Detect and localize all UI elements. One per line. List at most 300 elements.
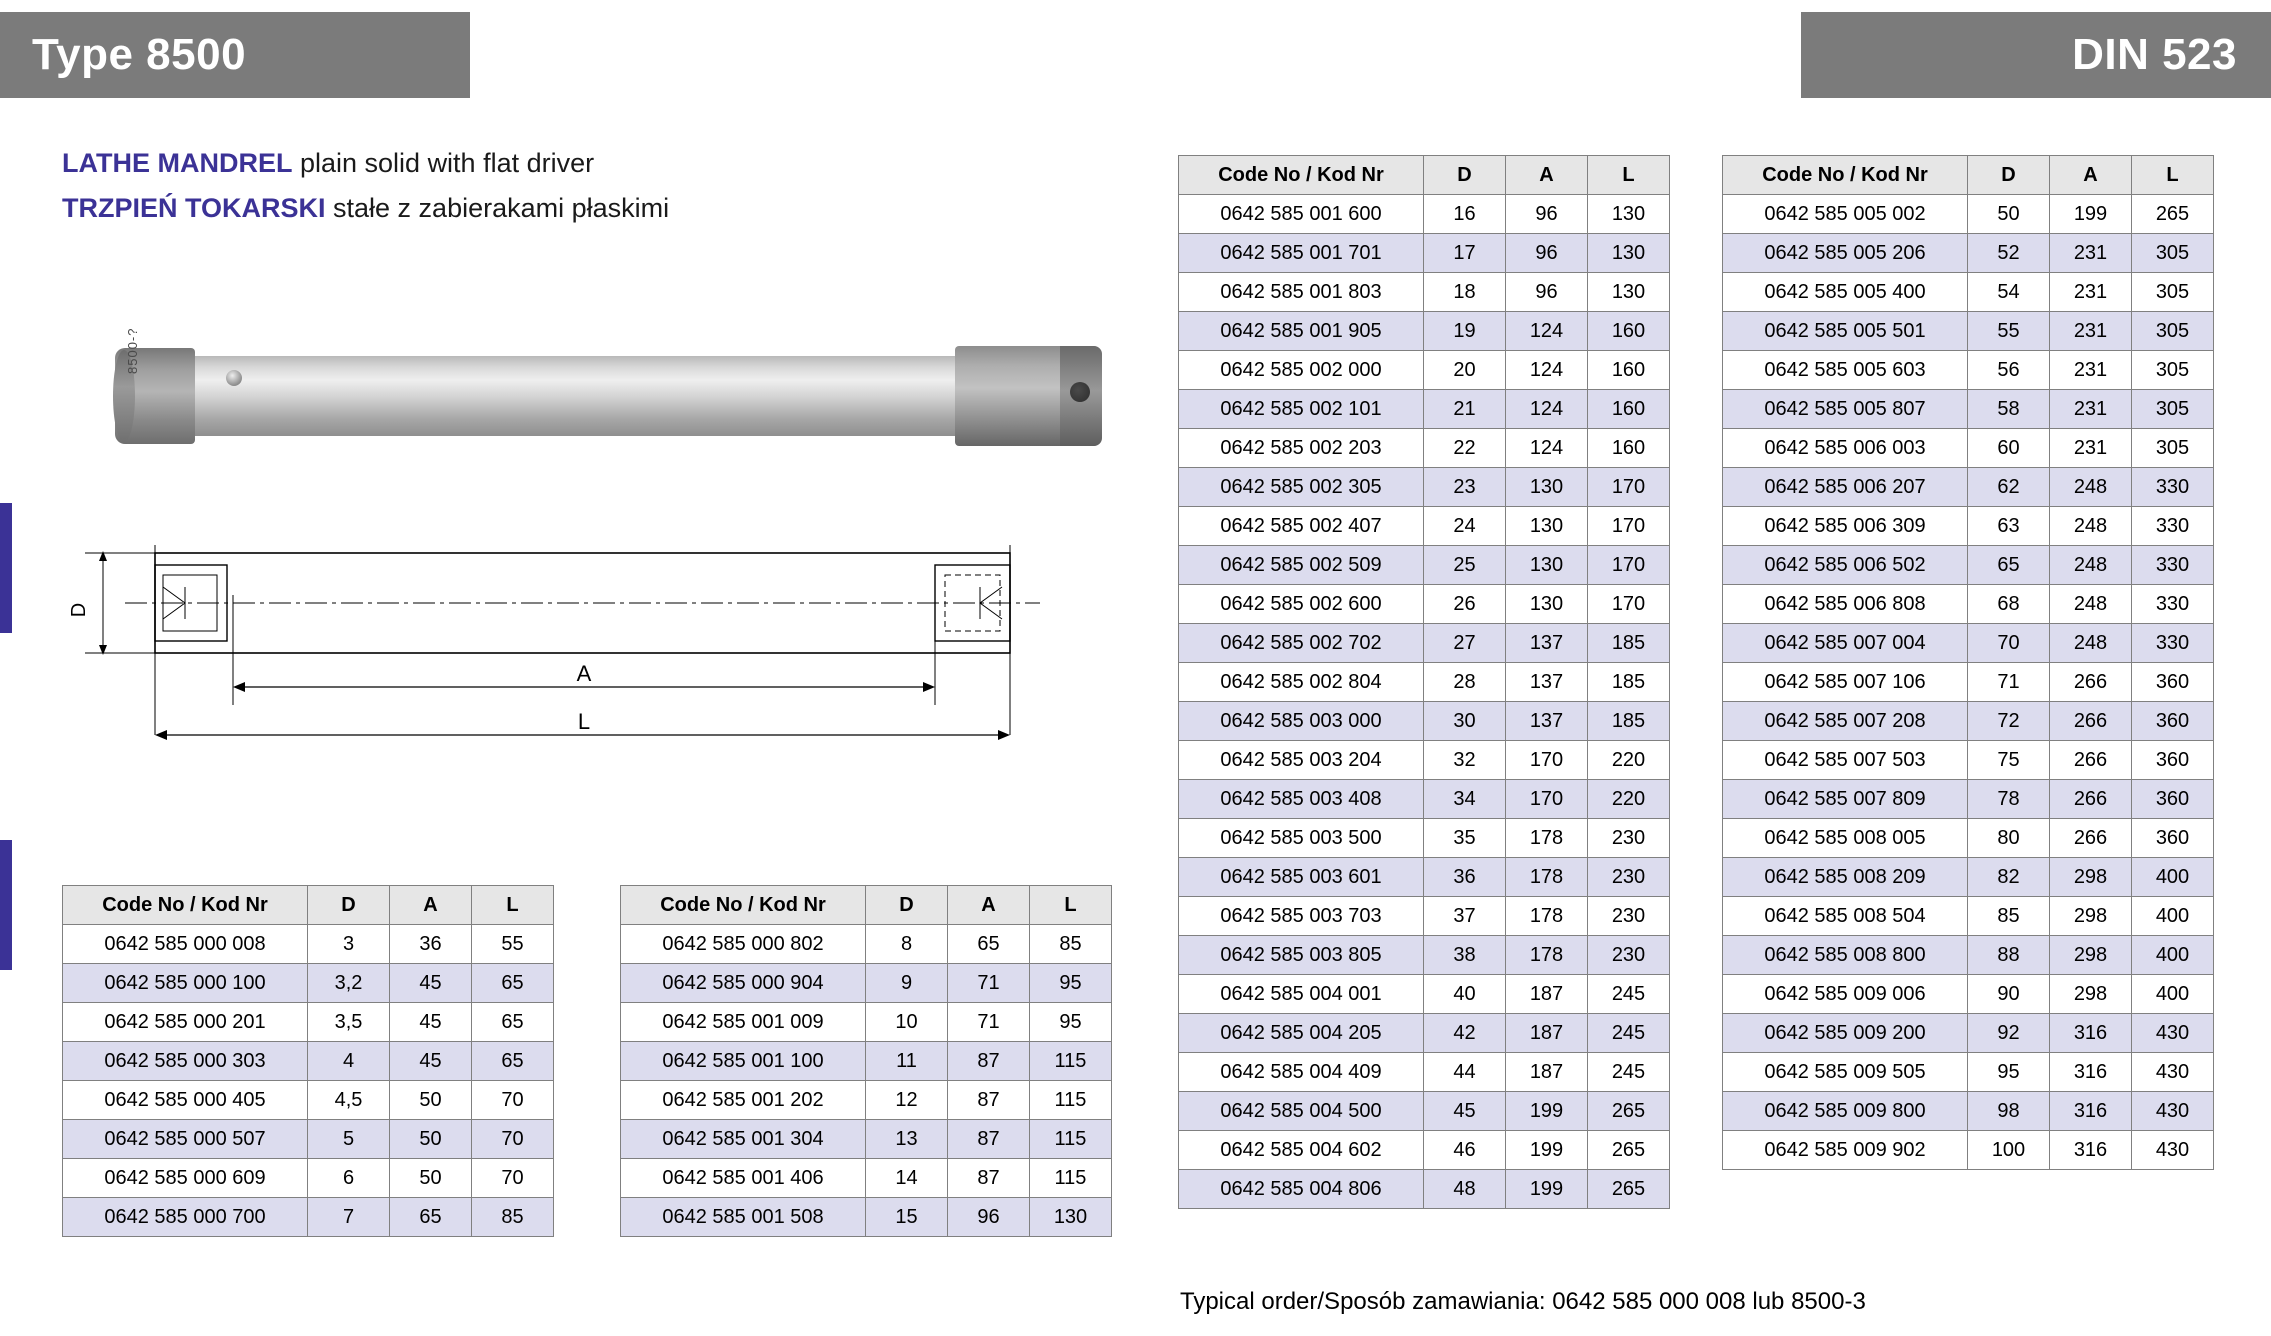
cell-l: 160 — [1588, 351, 1670, 390]
table-bottom-left-1 — [62, 885, 554, 1237]
cell-a: 248 — [2050, 546, 2132, 585]
cell-code: 0642 585 004 806 — [1179, 1170, 1424, 1209]
cell-a: 266 — [2050, 741, 2132, 780]
cell-d: 44 — [1424, 1053, 1506, 1092]
cell-d: 27 — [1424, 624, 1506, 663]
cell-d: 10 — [866, 1003, 948, 1042]
table-row — [1723, 312, 2214, 351]
cell-code: 0642 585 002 407 — [1179, 507, 1424, 546]
cell-d: 37 — [1424, 897, 1506, 936]
cell-d: 46 — [1424, 1131, 1506, 1170]
cell-code: 0642 585 004 500 — [1179, 1092, 1424, 1131]
cell-d: 65 — [1968, 546, 2050, 585]
cell-l: 220 — [1588, 780, 1670, 819]
cell-code: 0642 585 001 202 — [621, 1081, 866, 1120]
cell-code: 0642 585 000 405 — [63, 1081, 308, 1120]
cell-d: 68 — [1968, 585, 2050, 624]
cell-a: 231 — [2050, 390, 2132, 429]
cell-code: 0642 585 002 305 — [1179, 468, 1424, 507]
cell-d: 52 — [1968, 234, 2050, 273]
cell-l: 360 — [2132, 663, 2214, 702]
table-row — [1179, 273, 1670, 312]
cell-code: 0642 585 003 601 — [1179, 858, 1424, 897]
cell-code: 0642 585 009 200 — [1723, 1014, 1968, 1053]
table-row — [1723, 273, 2214, 312]
table-row — [1179, 546, 1670, 585]
table-right — [1722, 155, 2214, 1170]
cell-a: 96 — [948, 1198, 1030, 1237]
col-header-code: Code No / Kod Nr — [621, 886, 866, 925]
cell-a: 316 — [2050, 1014, 2132, 1053]
title-line-pl — [62, 193, 669, 224]
cell-d: 90 — [1968, 975, 2050, 1014]
cell-l: 430 — [2132, 1131, 2214, 1170]
cell-l: 130 — [1588, 273, 1670, 312]
cell-code: 0642 585 005 807 — [1723, 390, 1968, 429]
cell-d: 95 — [1968, 1053, 2050, 1092]
cell-d: 48 — [1424, 1170, 1506, 1209]
cell-a: 87 — [948, 1081, 1030, 1120]
cell-d: 3,5 — [308, 1003, 390, 1042]
table-row — [1179, 780, 1670, 819]
cell-d: 88 — [1968, 936, 2050, 975]
table-row — [1179, 897, 1670, 936]
cell-code: 0642 585 001 508 — [621, 1198, 866, 1237]
cell-l: 115 — [1030, 1081, 1112, 1120]
cell-a: 137 — [1506, 663, 1588, 702]
table-row — [1179, 312, 1670, 351]
cell-a: 178 — [1506, 897, 1588, 936]
table-row — [621, 1159, 1112, 1198]
cell-l: 265 — [1588, 1092, 1670, 1131]
table-row — [1723, 1014, 2214, 1053]
cell-d: 45 — [1424, 1092, 1506, 1131]
cell-code: 0642 585 000 008 — [63, 925, 308, 964]
cell-d: 22 — [1424, 429, 1506, 468]
cell-l: 330 — [2132, 468, 2214, 507]
cell-a: 231 — [2050, 429, 2132, 468]
cell-l: 230 — [1588, 897, 1670, 936]
table-row — [63, 1042, 554, 1081]
table-row — [63, 1003, 554, 1042]
cell-l: 400 — [2132, 936, 2214, 975]
cell-d: 70 — [1968, 624, 2050, 663]
title-pl-rest: stałe z zabierakami płaskimi — [325, 193, 670, 223]
cell-code: 0642 585 004 602 — [1179, 1131, 1424, 1170]
cell-l: 130 — [1030, 1198, 1112, 1237]
table-row — [1179, 195, 1670, 234]
cell-code: 0642 585 007 809 — [1723, 780, 1968, 819]
cell-l: 85 — [1030, 925, 1112, 964]
cell-d: 63 — [1968, 507, 2050, 546]
cell-a: 266 — [2050, 663, 2132, 702]
cell-a: 124 — [1506, 390, 1588, 429]
cell-code: 0642 585 003 500 — [1179, 819, 1424, 858]
col-header-d: D — [866, 886, 948, 925]
cell-code: 0642 585 002 804 — [1179, 663, 1424, 702]
cell-l: 305 — [2132, 429, 2214, 468]
cell-code: 0642 585 005 400 — [1723, 273, 1968, 312]
cell-a: 137 — [1506, 702, 1588, 741]
table-row — [1179, 1170, 1670, 1209]
title-en-rest: plain solid with flat driver — [292, 148, 595, 178]
cell-d: 5 — [308, 1120, 390, 1159]
cell-code: 0642 585 000 700 — [63, 1198, 308, 1237]
cell-a: 178 — [1506, 858, 1588, 897]
table-row — [1179, 858, 1670, 897]
cell-a: 248 — [2050, 468, 2132, 507]
cell-code: 0642 585 001 701 — [1179, 234, 1424, 273]
table-row — [1179, 663, 1670, 702]
product-photo — [95, 327, 1070, 460]
cell-a: 248 — [2050, 624, 2132, 663]
table-row — [1179, 351, 1670, 390]
cell-a: 199 — [1506, 1131, 1588, 1170]
cell-code: 0642 585 001 803 — [1179, 273, 1424, 312]
cell-a: 298 — [2050, 858, 2132, 897]
cell-a: 65 — [948, 925, 1030, 964]
cell-l: 360 — [2132, 780, 2214, 819]
table-row — [1723, 975, 2214, 1014]
cell-l: 95 — [1030, 1003, 1112, 1042]
cell-code: 0642 585 007 106 — [1723, 663, 1968, 702]
cell-a: 137 — [1506, 624, 1588, 663]
cell-l: 160 — [1588, 312, 1670, 351]
table-row — [1179, 390, 1670, 429]
cell-code: 0642 585 005 002 — [1723, 195, 1968, 234]
cell-code: 0642 585 003 805 — [1179, 936, 1424, 975]
mandrel-engraving-label: 8500-? — [125, 327, 140, 374]
cell-l: 245 — [1588, 975, 1670, 1014]
table-row — [1179, 975, 1670, 1014]
table-row — [1179, 468, 1670, 507]
cell-code: 0642 585 005 603 — [1723, 351, 1968, 390]
cell-l: 400 — [2132, 975, 2214, 1014]
cell-d: 56 — [1968, 351, 2050, 390]
cell-code: 0642 585 007 004 — [1723, 624, 1968, 663]
cell-d: 58 — [1968, 390, 2050, 429]
cell-a: 298 — [2050, 897, 2132, 936]
cell-code: 0642 585 009 800 — [1723, 1092, 1968, 1131]
cell-a: 199 — [2050, 195, 2132, 234]
table-row — [1723, 936, 2214, 975]
cell-l: 55 — [472, 925, 554, 964]
cell-l: 360 — [2132, 702, 2214, 741]
cell-d: 30 — [1424, 702, 1506, 741]
table-row — [1723, 195, 2214, 234]
cell-d: 11 — [866, 1042, 948, 1081]
cell-a: 45 — [390, 1042, 472, 1081]
table-row — [1723, 234, 2214, 273]
table-row — [1723, 390, 2214, 429]
header-bar-right — [1801, 12, 2271, 98]
table-center — [1178, 155, 1670, 1209]
cell-a: 45 — [390, 1003, 472, 1042]
cell-l: 115 — [1030, 1159, 1112, 1198]
cell-code: 0642 585 008 209 — [1723, 858, 1968, 897]
table-row — [1723, 351, 2214, 390]
col-header-l: L — [1588, 156, 1670, 195]
title-line-en — [62, 148, 669, 179]
cell-a: 231 — [2050, 351, 2132, 390]
cell-a: 170 — [1506, 741, 1588, 780]
table-row — [1723, 585, 2214, 624]
cell-a: 45 — [390, 964, 472, 1003]
typical-order-note: Typical order/Sposób zamawiania: 0642 585 000 008 lub 8500-3 — [1180, 1288, 1866, 1315]
cell-code: 0642 585 001 600 — [1179, 195, 1424, 234]
cell-d: 98 — [1968, 1092, 2050, 1131]
table-row — [63, 1120, 554, 1159]
cell-code: 0642 585 001 905 — [1179, 312, 1424, 351]
cell-l: 160 — [1588, 429, 1670, 468]
cell-l: 330 — [2132, 585, 2214, 624]
cell-d: 21 — [1424, 390, 1506, 429]
cell-l: 330 — [2132, 546, 2214, 585]
cell-code: 0642 585 002 600 — [1179, 585, 1424, 624]
cell-a: 298 — [2050, 975, 2132, 1014]
cell-a: 231 — [2050, 312, 2132, 351]
page-edge-marker-bottom — [0, 840, 12, 970]
cell-a: 316 — [2050, 1053, 2132, 1092]
cell-l: 305 — [2132, 390, 2214, 429]
cell-d: 78 — [1968, 780, 2050, 819]
cell-code: 0642 585 001 100 — [621, 1042, 866, 1081]
cell-l: 400 — [2132, 897, 2214, 936]
cell-l: 170 — [1588, 468, 1670, 507]
cell-a: 199 — [1506, 1092, 1588, 1131]
table-row — [63, 1159, 554, 1198]
table-row — [621, 1081, 1112, 1120]
table-row — [63, 1198, 554, 1237]
col-header-l: L — [1030, 886, 1112, 925]
table-row — [621, 1198, 1112, 1237]
cell-code: 0642 585 008 005 — [1723, 819, 1968, 858]
cell-d: 14 — [866, 1159, 948, 1198]
table-row — [1723, 1053, 2214, 1092]
cell-l: 305 — [2132, 273, 2214, 312]
cell-d: 23 — [1424, 468, 1506, 507]
table-row — [1179, 429, 1670, 468]
cell-code: 0642 585 005 206 — [1723, 234, 1968, 273]
table-row — [63, 964, 554, 1003]
cell-l: 230 — [1588, 819, 1670, 858]
table-row — [1723, 429, 2214, 468]
col-header-d: D — [1968, 156, 2050, 195]
cell-l: 305 — [2132, 351, 2214, 390]
cell-l: 170 — [1588, 585, 1670, 624]
cell-a: 65 — [390, 1198, 472, 1237]
cell-code: 0642 585 000 100 — [63, 964, 308, 1003]
cell-d: 7 — [308, 1198, 390, 1237]
col-header-a: A — [390, 886, 472, 925]
cell-a: 50 — [390, 1081, 472, 1120]
cell-l: 360 — [2132, 819, 2214, 858]
cell-code: 0642 585 009 505 — [1723, 1053, 1968, 1092]
cell-l: 160 — [1588, 390, 1670, 429]
cell-code: 0642 585 003 204 — [1179, 741, 1424, 780]
cell-a: 124 — [1506, 351, 1588, 390]
cell-d: 72 — [1968, 702, 2050, 741]
cell-d: 17 — [1424, 234, 1506, 273]
cell-a: 298 — [2050, 936, 2132, 975]
cell-d: 80 — [1968, 819, 2050, 858]
cell-a: 87 — [948, 1159, 1030, 1198]
cell-d: 25 — [1424, 546, 1506, 585]
cell-a: 71 — [948, 964, 1030, 1003]
cell-code: 0642 585 005 501 — [1723, 312, 1968, 351]
svg-text:A: A — [576, 661, 592, 686]
cell-d: 38 — [1424, 936, 1506, 975]
cell-l: 245 — [1588, 1053, 1670, 1092]
cell-l: 430 — [2132, 1092, 2214, 1131]
table-header-row — [1723, 156, 2214, 195]
cell-code: 0642 585 004 409 — [1179, 1053, 1424, 1092]
cell-d: 4 — [308, 1042, 390, 1081]
cell-l: 400 — [2132, 858, 2214, 897]
col-header-l: L — [2132, 156, 2214, 195]
cell-code: 0642 585 004 205 — [1179, 1014, 1424, 1053]
cell-d: 9 — [866, 964, 948, 1003]
table-row — [1179, 507, 1670, 546]
cell-d: 92 — [1968, 1014, 2050, 1053]
cell-l: 170 — [1588, 546, 1670, 585]
cell-l: 85 — [472, 1198, 554, 1237]
page-edge-marker-top — [0, 503, 12, 633]
cell-code: 0642 585 001 009 — [621, 1003, 866, 1042]
col-header-code: Code No / Kod Nr — [63, 886, 308, 925]
drawing-svg — [55, 535, 1065, 765]
cell-a: 130 — [1506, 507, 1588, 546]
cell-l: 185 — [1588, 624, 1670, 663]
cell-l: 70 — [472, 1120, 554, 1159]
cell-l: 70 — [472, 1081, 554, 1120]
table-row — [63, 925, 554, 964]
table-row — [621, 964, 1112, 1003]
cell-d: 75 — [1968, 741, 2050, 780]
cell-a: 187 — [1506, 975, 1588, 1014]
cell-code: 0642 585 002 509 — [1179, 546, 1424, 585]
cell-l: 65 — [472, 1003, 554, 1042]
cell-a: 266 — [2050, 702, 2132, 741]
cell-l: 95 — [1030, 964, 1112, 1003]
cell-l: 65 — [472, 1042, 554, 1081]
cell-a: 96 — [1506, 234, 1588, 273]
cell-code: 0642 585 008 504 — [1723, 897, 1968, 936]
cell-d: 3 — [308, 925, 390, 964]
cell-a: 187 — [1506, 1053, 1588, 1092]
cell-a: 87 — [948, 1042, 1030, 1081]
cell-a: 316 — [2050, 1092, 2132, 1131]
cell-d: 8 — [866, 925, 948, 964]
cell-l: 430 — [2132, 1053, 2214, 1092]
cell-d: 28 — [1424, 663, 1506, 702]
cell-d: 12 — [866, 1081, 948, 1120]
table-row — [1179, 702, 1670, 741]
cell-code: 0642 585 000 802 — [621, 925, 866, 964]
cell-d: 18 — [1424, 273, 1506, 312]
cell-code: 0642 585 006 003 — [1723, 429, 1968, 468]
cell-a: 124 — [1506, 312, 1588, 351]
cell-code: 0642 585 001 406 — [621, 1159, 866, 1198]
mandrel-shaft — [190, 356, 970, 436]
cell-l: 265 — [1588, 1170, 1670, 1209]
cell-a: 87 — [948, 1120, 1030, 1159]
cell-d: 16 — [1424, 195, 1506, 234]
cell-d: 4,5 — [308, 1081, 390, 1120]
header-bar-left — [0, 12, 470, 98]
cell-d: 13 — [866, 1120, 948, 1159]
cell-a: 178 — [1506, 936, 1588, 975]
table-header-row — [1179, 156, 1670, 195]
cell-l: 115 — [1030, 1120, 1112, 1159]
col-header-a: A — [1506, 156, 1588, 195]
cell-d: 20 — [1424, 351, 1506, 390]
cell-d: 40 — [1424, 975, 1506, 1014]
page-title-standard: DIN 523 — [2072, 30, 2237, 79]
table-row — [1179, 1092, 1670, 1131]
cell-code: 0642 585 006 502 — [1723, 546, 1968, 585]
table-row — [1179, 1131, 1670, 1170]
cell-l: 70 — [472, 1159, 554, 1198]
cell-a: 50 — [390, 1120, 472, 1159]
cell-a: 316 — [2050, 1131, 2132, 1170]
cell-l: 185 — [1588, 702, 1670, 741]
cell-l: 65 — [472, 964, 554, 1003]
cell-code: 0642 585 007 503 — [1723, 741, 1968, 780]
cell-a: 130 — [1506, 546, 1588, 585]
cell-a: 170 — [1506, 780, 1588, 819]
table-row — [621, 925, 1112, 964]
mandrel-center-hole — [226, 370, 242, 386]
col-header-d: D — [308, 886, 390, 925]
cell-a: 231 — [2050, 273, 2132, 312]
cell-l: 305 — [2132, 234, 2214, 273]
cell-d: 6 — [308, 1159, 390, 1198]
cell-a: 266 — [2050, 780, 2132, 819]
cell-l: 430 — [2132, 1014, 2214, 1053]
cell-a: 50 — [390, 1159, 472, 1198]
col-header-a: A — [2050, 156, 2132, 195]
cell-code: 0642 585 003 408 — [1179, 780, 1424, 819]
cell-code: 0642 585 002 101 — [1179, 390, 1424, 429]
cell-l: 170 — [1588, 507, 1670, 546]
cell-d: 85 — [1968, 897, 2050, 936]
cell-l: 115 — [1030, 1042, 1112, 1081]
cell-a: 96 — [1506, 195, 1588, 234]
table-row — [1179, 624, 1670, 663]
cell-a: 199 — [1506, 1170, 1588, 1209]
cell-code: 0642 585 006 808 — [1723, 585, 1968, 624]
cell-code: 0642 585 000 507 — [63, 1120, 308, 1159]
col-header-code: Code No / Kod Nr — [1723, 156, 1968, 195]
cell-l: 265 — [1588, 1131, 1670, 1170]
cell-a: 187 — [1506, 1014, 1588, 1053]
cell-d: 24 — [1424, 507, 1506, 546]
cell-code: 0642 585 006 309 — [1723, 507, 1968, 546]
cell-a: 124 — [1506, 429, 1588, 468]
cell-d: 60 — [1968, 429, 2050, 468]
table-row — [621, 1003, 1112, 1042]
cell-code: 0642 585 002 203 — [1179, 429, 1424, 468]
table-row — [1179, 1014, 1670, 1053]
cell-code: 0642 585 000 201 — [63, 1003, 308, 1042]
cell-l: 185 — [1588, 663, 1670, 702]
table-row — [1723, 468, 2214, 507]
table-row — [1179, 819, 1670, 858]
cell-code: 0642 585 002 702 — [1179, 624, 1424, 663]
cell-d: 100 — [1968, 1131, 2050, 1170]
cell-l: 230 — [1588, 858, 1670, 897]
